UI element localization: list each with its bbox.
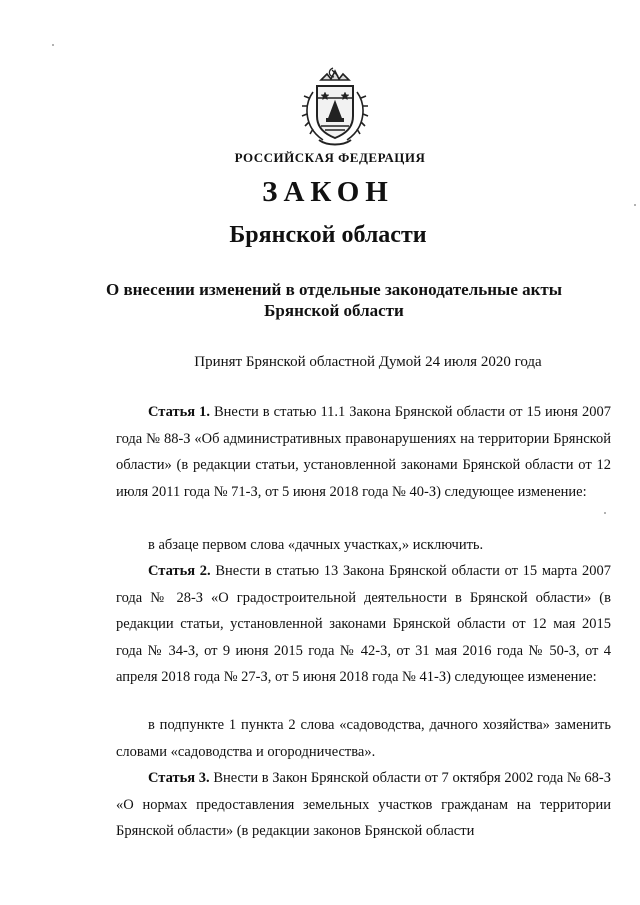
article-2-item: в подпункте 1 пункта 2 слова «садоводства, дачного хозяйства» заменить словами «садоводства и огородничества». [116, 717, 611, 760]
scan-speck [604, 512, 606, 514]
federation-heading: РОССИЙСКАЯ ФЕДЕРАЦИЯ [234, 150, 426, 165]
region-heading: Брянской области [229, 222, 427, 248]
scan-speck [634, 204, 636, 206]
law-title-line2: Брянской области [264, 301, 404, 320]
article-1 [116, 399, 611, 505]
article-1-item: в абзаце первом слова «дачных участках,» исключить. [148, 537, 484, 553]
document-type-heading: ЗАКОН [262, 176, 394, 208]
article-2 [116, 558, 611, 691]
law-title [14, 279, 640, 321]
article-3 [116, 765, 611, 845]
law-title-line1: О внесении изменений в отдельные законодательные акты [105, 280, 563, 299]
article-3-label: Статья 3. [148, 770, 210, 786]
article-3-text: Внести в Закон Брянской области от 7 октября 2002 года № 68-З «О нормах предоставления земельных участков гражданам на территории Брянской области» (в редакции законов Брянской области [116, 770, 612, 840]
article-2-text: Внести в статью 13 Закона Брянской области от 15 марта 2007 года № 28-З «О градостроительной деятельности в Брянской области» (в редакции статьи, установленной законами Брянской области от 12 мая 2015 года № 34-З, от 9 июня 2015 года № 42-З, от 31 мая 2016 года № 50-З, от 4 апреля 2018 года № 27-З, от 5 июня 2018 года № 41-З) следующее изменение: [116, 563, 612, 686]
scan-speck [52, 44, 54, 46]
article-2-label: Статья 2. [148, 563, 211, 579]
coat-of-arms-icon [297, 66, 373, 148]
article-1-text: Внести в статью 11.1 Закона Брянской области от 15 июня 2007 года № 88-З «Об административных правонарушениях на территории Брянской области» (в редакции статьи, установленной законами Брянской области от 12 июля 2011 года № 71-З, от 5 июня 2018 года № 40-З) следующее изменение: [116, 404, 611, 500]
article-1-label: Статья 1. [148, 404, 210, 420]
adoption-line: Принят Брянской областной Думой 24 июля 2020 года [194, 354, 542, 370]
